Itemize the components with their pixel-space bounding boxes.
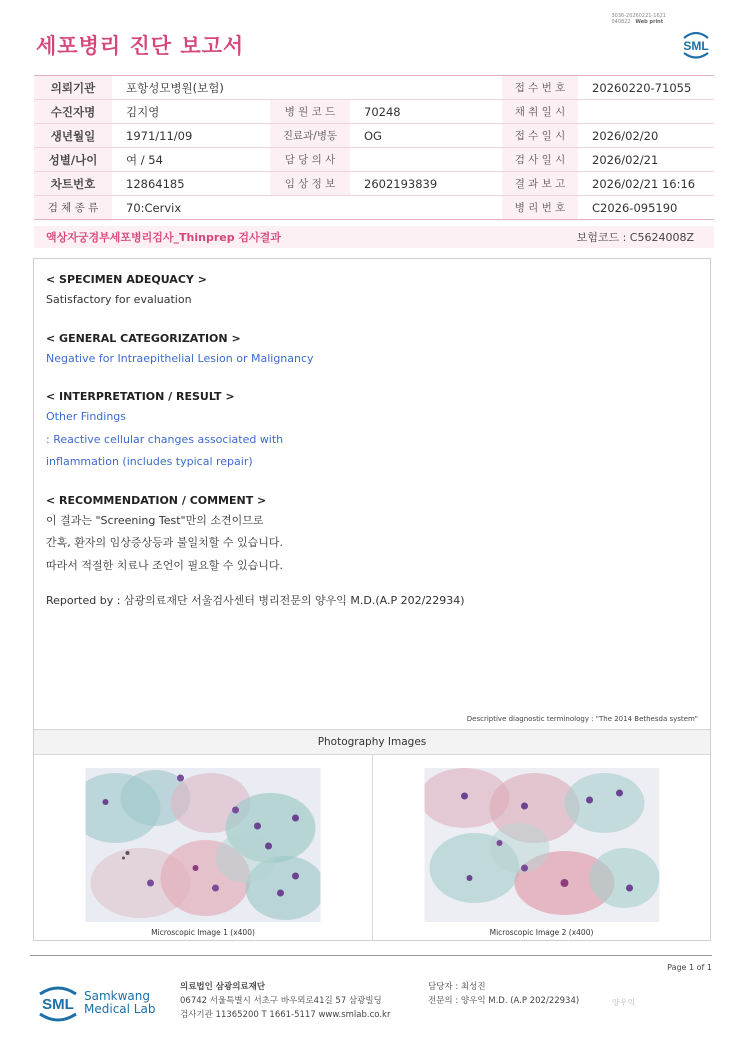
info-row xyxy=(34,148,714,172)
chart-no-label: 차트번호 xyxy=(34,172,112,195)
specimen-value: 70:Cervix xyxy=(126,200,182,215)
svg-text:SML: SML xyxy=(42,996,74,1013)
specimen-label: 검 체 종 류 xyxy=(34,196,112,219)
patient-label: 수진자명 xyxy=(34,100,112,123)
hospital-code-value: 70248 xyxy=(364,104,401,119)
info-row xyxy=(34,124,714,148)
report-box xyxy=(33,258,711,941)
recommendation-line: 이 결과는 "Screening Test"만의 소견이므로 xyxy=(46,513,264,527)
interpretation-line: : Reactive cellular changes associated with xyxy=(46,432,284,446)
adequacy-text: Satisfactory for evaluation xyxy=(46,293,192,306)
info-row xyxy=(34,76,714,100)
dept-label: 진료과/병동 xyxy=(270,124,350,147)
footer-staff-info: 담당자 : 최성진 전문의 : 양우익 M.D. (A.P 202/22934) xyxy=(428,982,580,1006)
page-title: 세포병리 진단 보고서 xyxy=(36,34,245,58)
adequacy-heading: < SPECIMEN ADEQUACY > xyxy=(46,273,207,286)
exam-header xyxy=(34,226,714,248)
microscopic-image-1 xyxy=(86,768,321,922)
document-code: 3036-20260221-1621 040822 Web print xyxy=(611,13,666,25)
sex-age-value: 여 / 54 xyxy=(126,152,163,167)
test-date-value: 2026/02/21 xyxy=(592,152,659,167)
sml-footer-logo-icon xyxy=(36,980,80,1028)
svg-text:SML: SML xyxy=(683,39,709,53)
photo-caption-2: Microscopic Image 2 (x400) xyxy=(489,928,594,937)
footer-org-info: 의료법인 삼광의료재단 06742 서울특별시 서초구 바우뫼로41길 57 삼광빌딩 검사기관 11365200 T 1661-5117 www.smlab.co.kr xyxy=(180,982,391,1020)
collection-date-value xyxy=(578,100,714,123)
page-number: Page 1 of 1 xyxy=(667,963,712,972)
chart-no-value: 12864185 xyxy=(126,176,185,191)
interpretation-heading: < INTERPRETATION / RESULT > xyxy=(46,390,235,403)
result-report-value: 2026/02/21 16:16 xyxy=(592,176,696,191)
patient-value: 김지영 xyxy=(126,104,160,119)
info-row xyxy=(34,196,714,220)
recommendation-heading: < RECOMMENDATION / COMMENT > xyxy=(46,493,267,507)
reported-by: Reported by : 삼광의료재단 서울검사센터 병리전문의 양우익 M.D.(A.P 202/22934) xyxy=(46,594,465,607)
photo-cell-1 xyxy=(34,754,373,940)
microscopic-image-2 xyxy=(424,768,659,922)
info-row xyxy=(34,172,714,196)
test-date-label: 검 사 일 시 xyxy=(502,148,578,171)
receipt-no-value: 20260220-71055 xyxy=(592,80,692,95)
requester-value: 포항성모병원(보험) xyxy=(126,80,224,95)
requester-label: 의뢰기관 xyxy=(34,76,112,99)
dept-value: OG xyxy=(364,128,382,143)
sex-age-label: 성별/나이 xyxy=(34,148,112,171)
recommendation-line: 따라서 적절한 치료나 조언이 필요할 수 있습니다. xyxy=(46,558,283,572)
footer-divider xyxy=(30,955,712,956)
sml-logo-icon xyxy=(678,26,714,66)
category-text: Negative for Intraepithelial Lesion or Malignancy xyxy=(46,351,314,365)
recommendation-line: 간혹, 환자의 임상증상등과 불일치할 수 있습니다. xyxy=(46,536,283,549)
doctor-label: 담 당 의 사 xyxy=(270,148,350,171)
photo-caption-1: Microscopic Image 1 (x400) xyxy=(151,928,255,937)
insurance-code: 보험코드 : C5624008Z xyxy=(576,231,694,244)
receipt-date-label: 접 수 일 시 xyxy=(502,124,578,147)
signature: 양우익 xyxy=(612,998,636,1007)
dob-value: 1971/11/09 xyxy=(126,128,193,143)
doctor-value xyxy=(350,148,502,171)
pathology-no-value: C2026-095190 xyxy=(592,200,678,215)
clinical-value: 2602193839 xyxy=(364,176,438,191)
pathology-no-label: 병 리 번 호 xyxy=(502,196,578,219)
photo-section-header: Photography Images xyxy=(34,729,710,755)
dob-label: 생년월일 xyxy=(34,124,112,147)
clinical-label: 임 상 정 보 xyxy=(270,172,350,195)
patient-info-table xyxy=(34,75,714,220)
brand-name: Samkwang Medical Lab xyxy=(84,989,156,1016)
photo-cell-2 xyxy=(373,754,710,940)
report-body xyxy=(46,271,698,610)
category-heading: < GENERAL CATEGORIZATION > xyxy=(46,331,241,345)
receipt-no-label: 접 수 번 호 xyxy=(502,76,578,99)
terminology-note: Descriptive diagnostic terminology : "The 2014 Bethesda system" xyxy=(466,715,698,723)
interpretation-line: inflammation (includes typical repair) xyxy=(46,455,253,468)
hospital-code-label: 병 원 코 드 xyxy=(270,100,350,123)
exam-name: 액상자궁경부세포병리검사_Thinprep 검사결과 xyxy=(46,231,281,244)
result-report-label: 결 과 보 고 xyxy=(502,172,578,195)
info-row xyxy=(34,100,714,124)
receipt-date-value: 2026/02/20 xyxy=(592,128,659,143)
interpretation-line: Other Findings xyxy=(46,410,127,423)
collection-date-label: 채 취 일 시 xyxy=(502,100,578,123)
